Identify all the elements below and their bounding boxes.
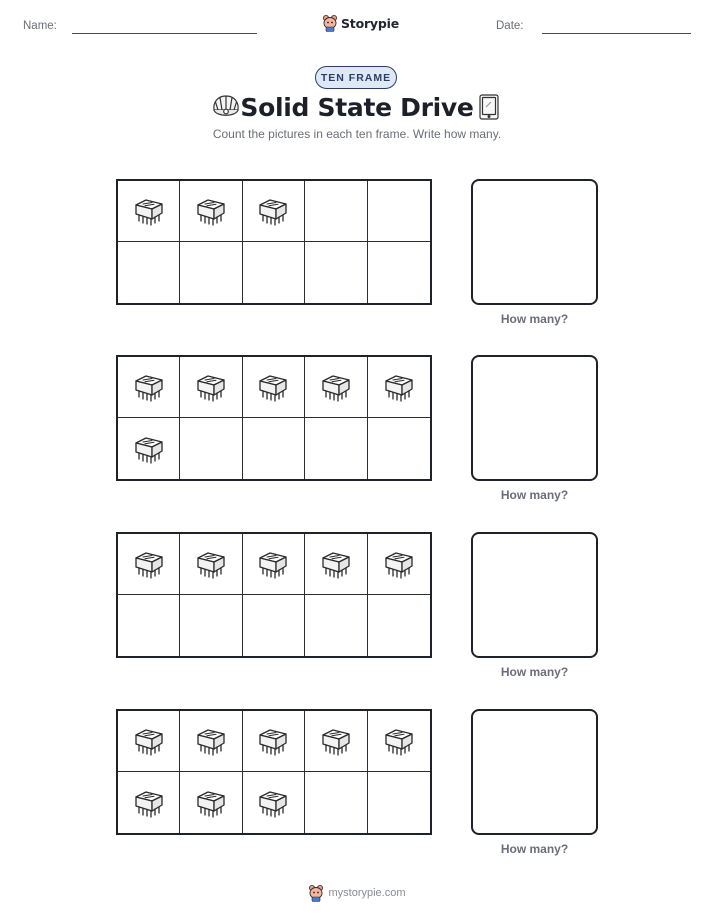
ten-frame-cell (368, 418, 430, 479)
ten-frame-cell (305, 534, 367, 595)
how-many-label: How many? (500, 312, 569, 326)
brand-logo (322, 13, 399, 33)
brand-name: Storypie (341, 15, 399, 31)
ten-frame-cell (180, 357, 242, 418)
ten-frame-cell (305, 242, 367, 303)
name-line[interactable] (72, 33, 257, 34)
storypie-mascot-icon (308, 884, 324, 902)
ten-frame-cell (118, 595, 180, 656)
ten-frame (116, 532, 432, 658)
answer-box[interactable] (471, 355, 598, 481)
footer (0, 884, 714, 902)
how-many-label: How many? (500, 488, 569, 502)
chip-icon (192, 192, 230, 230)
ten-frame-cell (118, 418, 180, 479)
chip-icon (192, 368, 230, 406)
instructions: Count the pictures in each ten frame. Write how many. (212, 127, 502, 141)
date-line[interactable] (542, 33, 691, 34)
chip-icon (192, 545, 230, 583)
chip-icon (130, 545, 168, 583)
chip-icon (130, 784, 168, 822)
ten-frame-cell (118, 534, 180, 595)
ten-frame-cell (305, 772, 367, 833)
date-label: Date: (496, 20, 524, 32)
ten-frame-cell (243, 242, 305, 303)
ten-frame-cell (368, 595, 430, 656)
ten-frame-cell (243, 357, 305, 418)
ten-frame-cell (118, 772, 180, 833)
ten-frame-cell (368, 772, 430, 833)
ten-frame-cell (180, 181, 242, 242)
how-many-label: How many? (500, 842, 569, 856)
ten-frame-cell (305, 418, 367, 479)
ten-frame (116, 709, 432, 835)
chip-icon (254, 784, 292, 822)
ten-frame-cell (180, 711, 242, 772)
answer-box[interactable] (471, 179, 598, 305)
ten-frame-cell (180, 772, 242, 833)
ten-frame-cell (243, 418, 305, 479)
chip-icon (380, 722, 418, 760)
ten-frame-cell (368, 242, 430, 303)
ten-frame-cell (180, 418, 242, 479)
answer-box[interactable] (471, 709, 598, 835)
ten-frame-cell (368, 534, 430, 595)
ten-frame-cell (368, 711, 430, 772)
storypie-mascot-icon (322, 14, 338, 32)
chip-icon (254, 368, 292, 406)
ten-frame-cell (180, 595, 242, 656)
tablet-icon (477, 93, 501, 121)
ten-frame-cell (180, 242, 242, 303)
ten-frame-cell (305, 711, 367, 772)
chip-icon (130, 430, 168, 468)
chip-icon (254, 722, 292, 760)
ten-frame-cell (118, 711, 180, 772)
category-badge: TEN FRAME (315, 66, 397, 89)
ten-frame-cell (368, 181, 430, 242)
chip-icon (192, 722, 230, 760)
ten-frame-cell (368, 357, 430, 418)
ten-frame-cell (243, 711, 305, 772)
name-label: Name: (23, 20, 57, 32)
chip-icon (192, 784, 230, 822)
ten-frame-cell (243, 595, 305, 656)
ten-frame-cell (118, 181, 180, 242)
ten-frame-cell (305, 181, 367, 242)
ten-frame-cell (118, 357, 180, 418)
chip-icon (317, 722, 355, 760)
footer-url: mystorypie.com (328, 887, 406, 899)
ten-frame-cell (305, 357, 367, 418)
worksheet-title: Solid State Drive (240, 93, 474, 122)
how-many-label: How many? (500, 665, 569, 679)
ten-frame-cell (118, 242, 180, 303)
chip-icon (380, 368, 418, 406)
chip-icon (317, 368, 355, 406)
chip-icon (130, 192, 168, 230)
chip-icon (254, 545, 292, 583)
ten-frame (116, 355, 432, 481)
chip-icon (380, 545, 418, 583)
ten-frame-cell (180, 534, 242, 595)
chip-icon (130, 368, 168, 406)
ten-frame (116, 179, 432, 305)
ten-frame-cell (243, 534, 305, 595)
ten-frame-cell (243, 772, 305, 833)
chip-icon (130, 722, 168, 760)
answer-box[interactable] (471, 532, 598, 658)
chip-icon (317, 545, 355, 583)
ten-frame-cell (243, 181, 305, 242)
ten-frame-cell (305, 595, 367, 656)
chip-icon (254, 192, 292, 230)
